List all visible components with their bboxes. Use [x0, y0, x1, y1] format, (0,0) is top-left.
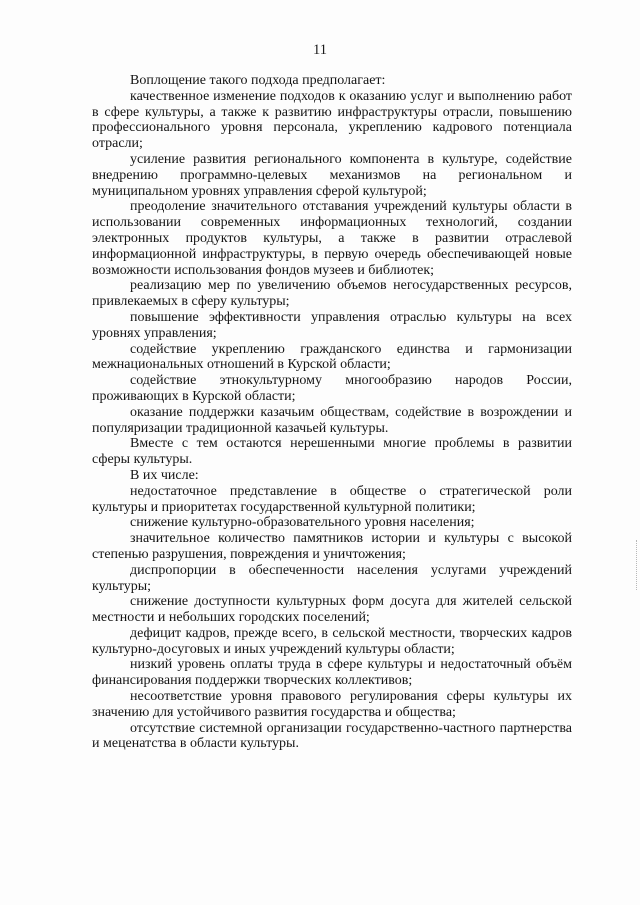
scan-edge-marks [634, 540, 637, 590]
paragraph: содействие укреплению гражданского единства и гармонизации межнациональных отношений в Курской области; [92, 341, 572, 373]
paragraph: В их числе: [130, 467, 199, 483]
paragraph: качественное изменение подходов к оказанию услуг и выполнению работ в сфере культуры, а также к развитию инфраструктуры отрасли, повышению профессионального уровня персонала, укреплению кадрового потенциала отрасли; [92, 88, 572, 152]
paragraph: снижение культурно-образовательного уровня населения; [130, 515, 475, 531]
paragraph: оказание поддержки казачьим обществам, содействие в возрождении и популяризации традиционной казачьей культуры. [92, 404, 572, 436]
page-number: 11 [313, 42, 327, 58]
paragraph: преодоление значительного отставания учреждений культуры области в использовании современных информационных технологий, создании электронных продуктов культуры, а также в развитии отраслевой информационной инфраструктуры, в первую очередь обеспечивающей новые возможности использования фондов музеев и библиотек; [92, 199, 572, 278]
body-text [92, 73, 572, 752]
paragraph: Вместе с тем остаются нерешенными многие проблемы в развитии сферы культуры. [92, 436, 572, 468]
paragraph: значительное количество памятников истории и культуры с высокой степенью разрушения, повреждения и уничтожения; [92, 531, 572, 562]
paragraph: усиление развития регионального компонента в культуре, содействие внедрению программно-целевых механизмов на региональном и муниципальном уровнях управления сферой культурой; [92, 151, 572, 199]
paragraph: несоответствие уровня правового регулирования сферы культуры их значению для устойчивого развития государства и общества; [92, 689, 572, 720]
paragraph: недостаточное представление в обществе о стратегической роли культуры и приоритетах государственной культурной политики; [92, 483, 572, 515]
paragraph: отсутствие системной организации государственно-частного партнерства и меценатства в области культуры. [92, 720, 572, 752]
paragraph: диспропорции в обеспеченности населения услугами учреждений культуры; [92, 562, 572, 594]
paragraph: повышение эффективности управления отраслью культуры на всех уровнях управления; [92, 309, 572, 341]
paragraph: низкий уровень оплаты труда в сфере культуры и недостаточный объём финансирования поддержки творческих коллективов; [92, 657, 572, 689]
paragraph: Воплощение такого подхода предполагает: [130, 73, 386, 88]
paragraph: реализацию мер по увеличению объемов негосударственных ресурсов, привлекаемых в сферу культуры; [92, 278, 572, 310]
paragraph: снижение доступности культурных форм досуга для жителей сельской местности и небольших городских поселений; [92, 594, 572, 626]
paragraph: содействие этнокультурному многообразию народов России, проживающих в Курской области; [92, 373, 572, 404]
paragraph: дефицит кадров, прежде всего, в сельской местности, творческих кадров культурно-досуговых и иных учреждений культуры области; [92, 625, 572, 657]
